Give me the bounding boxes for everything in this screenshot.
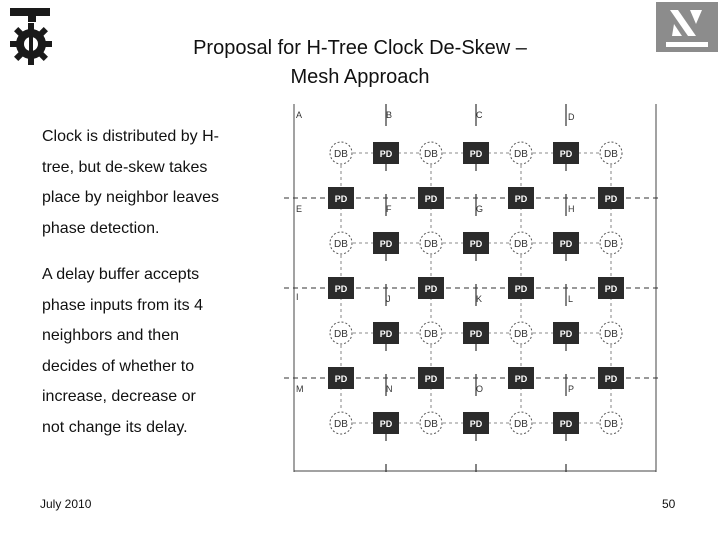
node-letter-label: F [386,204,392,214]
pd-label: PD [379,239,393,249]
db-label: DB [424,329,438,340]
pd-label: PD [514,284,528,294]
db-label: DB [424,239,438,250]
db-label: DB [334,419,348,430]
pd-label: PD [559,239,573,249]
pd-label: PD [379,149,393,159]
db-label: DB [334,329,348,340]
node-letter-label: O [476,384,484,394]
body-line: A delay buffer accepts [42,266,200,283]
db-label: DB [514,419,528,430]
db-label: DB [334,149,348,160]
body-line: phase inputs from its 4 [42,296,203,314]
paragraph-1 [42,122,282,244]
pd-label: PD [514,374,528,384]
db-label: DB [514,149,528,160]
university-emblem-icon [656,2,718,52]
slide-title [130,34,590,92]
body-text [42,122,282,443]
body-line: phase detection. [42,219,160,237]
db-label: DB [424,149,438,160]
title-line-2: Mesh Approach [290,66,430,88]
node-letter-label: N [386,384,393,394]
pd-label: PD [334,194,348,204]
node-letter-label: B [386,110,393,120]
technion-logo-icon [6,4,56,66]
pd-label: PD [559,419,573,429]
node-letter-label: G [476,204,484,214]
node-letter-label: E [296,204,303,214]
body-line: not change its delay. [42,418,188,436]
db-label: DB [604,239,618,250]
db-label: DB [514,239,528,250]
footer-date: July 2010 [40,497,92,511]
node-letter-label: A [296,110,303,120]
pd-label: PD [334,374,348,384]
db-label: DB [604,149,618,160]
db-label: DB [514,329,528,340]
pd-label: PD [559,329,573,339]
pd-label: PD [514,194,528,204]
body-line: decides of whether to [42,357,195,375]
pd-label: PD [424,374,438,384]
db-label: DB [604,329,618,340]
mesh-deskew-diagram [284,104,660,472]
pd-label: PD [604,374,618,384]
pd-label: PD [469,239,483,249]
node-letter-label: P [568,384,575,394]
node-letter-label: J [386,294,391,304]
db-label: DB [424,419,438,430]
pd-label: PD [379,329,393,339]
pd-label: PD [469,329,483,339]
node-letter-label: H [568,204,575,214]
pd-label: PD [334,284,348,294]
node-letter-label: K [476,294,483,304]
node-letter-label: L [568,294,574,304]
pd-label: PD [379,419,393,429]
title-line-1: Proposal for H-Tree Clock De-Skew – [193,37,527,59]
node-letter-label: M [296,384,304,394]
pd-label: PD [604,194,618,204]
pd-label: PD [469,149,483,159]
pd-label: PD [424,284,438,294]
db-label: DB [604,419,618,430]
body-line: increase, decrease or [42,388,196,405]
body-line: neighbors and then [42,327,179,344]
body-line: Clock is distributed by H- [42,128,219,145]
paragraph-2 [42,260,282,443]
node-letter-label: C [476,110,483,120]
pd-label: PD [469,419,483,429]
body-line: place by neighbor leaves [42,189,220,206]
node-letter-label: I [296,292,299,302]
body-line: tree, but de-skew takes [42,158,208,176]
node-letter-label: D [568,112,575,122]
pd-label: PD [559,149,573,159]
pd-label: PD [424,194,438,204]
db-label: DB [334,239,348,250]
page-number: 50 [662,497,676,511]
pd-label: PD [604,284,618,294]
